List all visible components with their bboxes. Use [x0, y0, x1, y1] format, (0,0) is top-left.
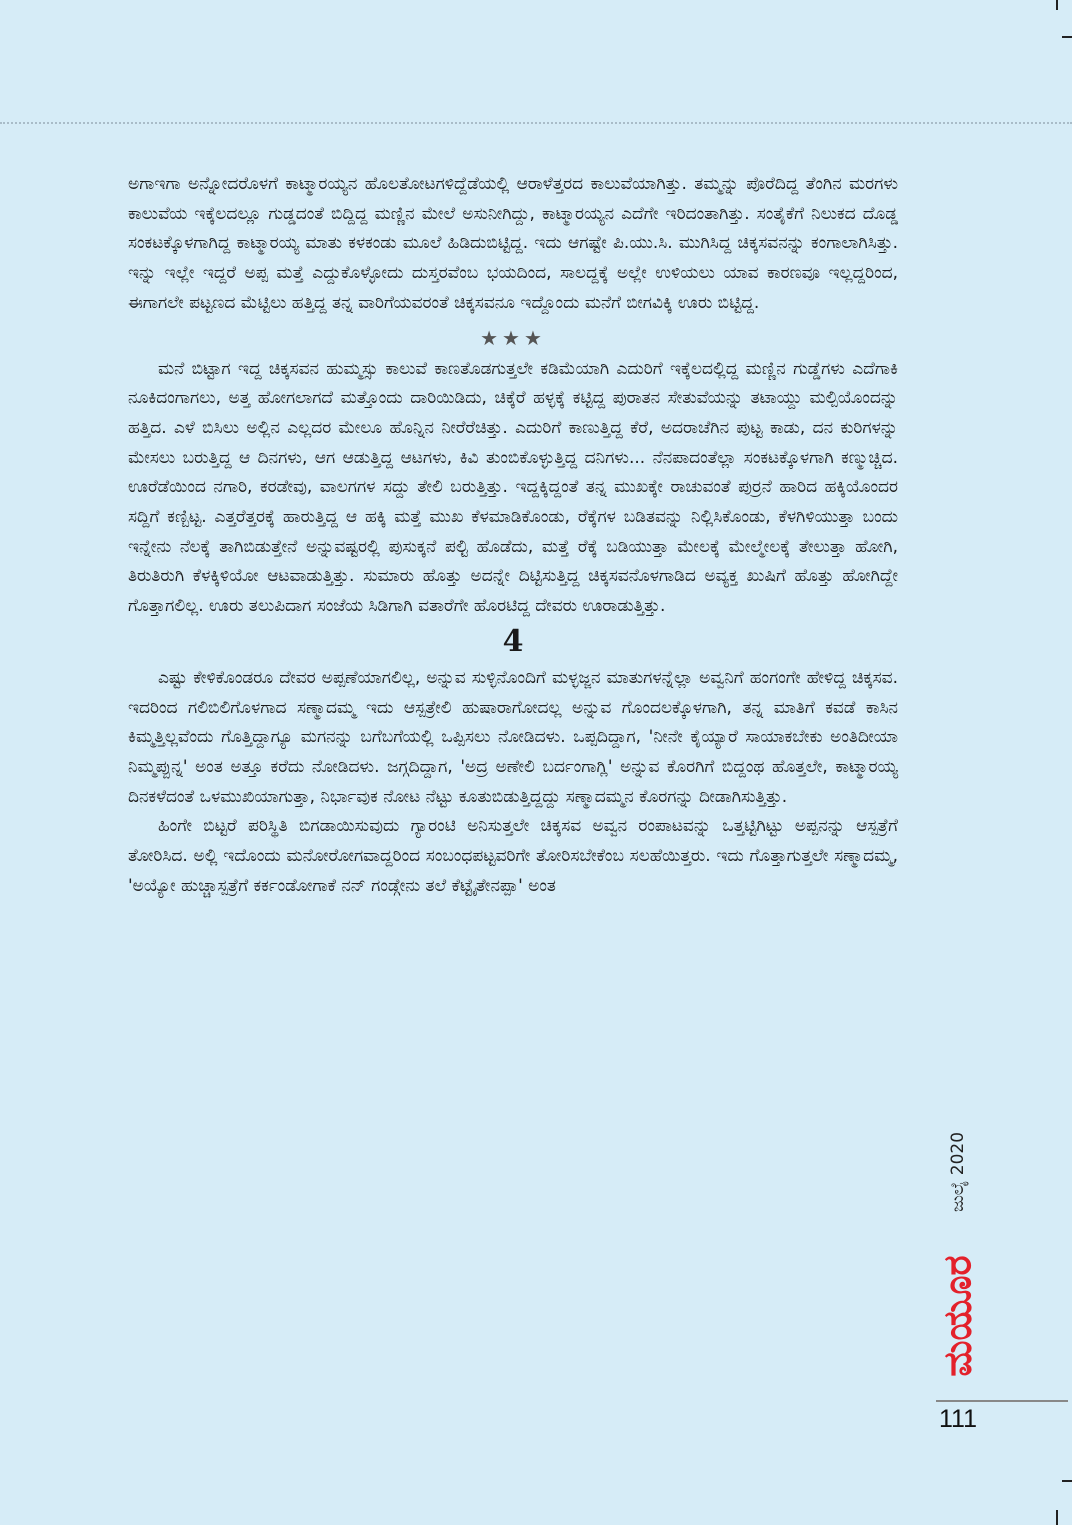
paragraph-1: ಅಗಾಇಗಾ ಅನ್ನೋದರೊಳಗೆ ಕಾಟ್ಮಾರಯ್ಯನ ಹೊಲತೋಟಗಳಿದ್ದೆಡೆಯಲ್ಲಿ ಆರಾಳೆತ್ತರದ ಕಾಲುವೆಯಾಗಿತ್ತು. ತಮ್ಮನ್ನು ಪೊರೆದಿದ್ದ ತೆಂಗಿನ ಮರಗಳು ಕಾಲುವೆಯ ಇಕ್ಕೆಲದಲ್ಲೂ ಗುಡ್ಡದಂತೆ ಬಿದ್ದಿದ್ದ ಮಣ್ಣಿನ ಮೇಲೆ ಅಸುನೀಗಿದ್ದು, ಕಾಟ್ಮಾರಯ್ಯನ ಎದೆಗೇ ಇರಿದಂತಾಗಿತ್ತು. ಸಂತೈಕೆಗೆ ನಿಲುಕದ ದೊಡ್ಡ ಸಂಕಟಕ್ಕೊಳಗಾಗಿದ್ದ ಕಾಟ್ಮಾರಯ್ಯ ಮಾತು ಕಳಕಂಡು ಮೂಲೆ ಹಿಡಿದುಬಿಟ್ಟಿದ್ದ. ಇದು ಆಗಷ್ಟೇ ಪಿ.ಯು.ಸಿ. ಮುಗಿಸಿದ್ದ ಚಿಕ್ಕಸವನನ್ನು ಕಂಗಾಲಾಗಿಸಿತ್ತು. ಇನ್ನು ಇಲ್ಲೇ ಇದ್ದರೆ ಅಪ್ಪ ಮತ್ತೆ ಎದ್ದುಕೊಳ್ಳೋದು ದುಸ್ತರವೆಂಬ ಭಯದಿಂದ, ಸಾಲದ್ದಕ್ಕೆ ಅಲ್ಲೇ ಉಳಿಯಲು ಯಾವ ಕಾರಣವೂ ಇಲ್ಲದ್ದರಿಂದ, ಈಗಾಗಲೇ ಪಟ್ಟಣದ ಮೆಟ್ಟಿಲು ಹತ್ತಿದ್ದ ತನ್ನ ವಾರಿಗೆಯವರಂತೆ ಚಿಕ್ಕಸವನೂ ಇದ್ದೊಂದು ಮನೆಗೆ ಬೀಗವಿಕ್ಕಿ ಊರು ಬಿಟ್ಟಿದ್ದ. — [128, 174, 898, 313]
paragraph-2: ಮನೆ ಬಿಟ್ಟಾಗ ಇದ್ದ ಚಿಕ್ಕಸವನ ಹುಮ್ಮಸ್ಸು ಕಾಲುವೆ ಕಾಣತೊಡಗುತ್ತಲೇ ಕಡಿಮೆಯಾಗಿ ಎದುರಿಗೆ ಇಕ್ಕೆಲದಲ್ಲಿದ್ದ ಮಣ್ಣಿನ ಗುಡ್ಡೆಗಳು ಎದೆಗಾಕಿ ನೂಕಿದಂಗಾಗಲು, ಅತ್ತ ಹೋಗಲಾಗದೆ ಮತ್ತೊಂದು ದಾರಿಯಿಡಿದು, ಚಿಕ್ಕೆರೆ ಹಳ್ಳಕ್ಕೆ ಕಟ್ಟಿದ್ದ ಪುರಾತನ ಸೇತುವೆಯನ್ನು ತಟಾಯ್ದು ಮಲ್ಪಿಯೊಂದನ್ನು ಹತ್ತಿದ. ಎಳೆ ಬಿಸಿಲು ಅಲ್ಲಿನ ಎಲ್ಲದರ ಮೇಲೂ ಹೊನ್ನಿನ ನೀರೆರೆಚಿತ್ತು. ಎದುರಿಗೆ ಕಾಣುತ್ತಿದ್ದ ಕೆರೆ, ಅದರಾಚೆಗಿನ ಪುಟ್ಟ ಕಾಡು, ದನ ಕುರಿಗಳನ್ನು ಮೇಸಲು ಬರುತ್ತಿದ್ದ ಆ ದಿನಗಳು, ಆಗ ಆಡುತ್ತಿದ್ದ ಆಟಗಳು, ಕಿವಿ ತುಂಬಿಕೊಳ್ಳುತ್ತಿದ್ದ ದನಿಗಳು... ನೆನಪಾದಂತೆಲ್ಲಾ ಸಂಕಟಕ್ಕೊಳಗಾಗಿ ಕಣ್ಮುಚ್ಚಿದ. ಊರೆಡೆಯಿಂದ ನಗಾರಿ, ಕರಡೇವು, ವಾಲಗಗಳ ಸದ್ದು ತೇಲಿ ಬರುತ್ತಿತ್ತು. ಇದ್ದಕ್ಕಿದ್ದಂತೆ ತನ್ನ ಮುಖಕ್ಕೇ ರಾಚುವಂತೆ ಪುರ್ರನೆ ಹಾರಿದ ಹಕ್ಕಿಯೊಂದರ ಸದ್ದಿಗೆ ಕಣ್ಬಿಟ್ಟ. ಎತ್ತರೆತ್ತರಕ್ಕೆ ಹಾರುತ್ತಿದ್ದ ಆ ಹಕ್ಕಿ ಮತ್ತೆ ಮುಖ ಕೆಳಮಾಡಿಕೊಂಡು, ರೆಕ್ಕೆಗಳ ಬಡಿತವನ್ನು ನಿಲ್ಲಿಸಿಕೊಂಡು, ಕೆಳಗಿಳಿಯುತ್ತಾ ಬಂದು ಇನ್ನೇನು ನೆಲಕ್ಕೆ ತಾಗಿಬಿಡುತ್ತೇನೆ ಅನ್ನುವಷ್ಟರಲ್ಲಿ ಪುಸುಕ್ಕನೆ ಪಲ್ಟಿ ಹೊಡೆದು, ಮತ್ತೆ ರೆಕ್ಕೆ ಬಡಿಯುತ್ತಾ ಮೇಲಕ್ಕೆ ಮೇಲ್ಮೇಲಕ್ಕೆ ತೇಲುತ್ತಾ ಹೋಗಿ, ತಿರುತಿರುಗಿ ಕೆಳಕ್ಕಿಳಿಯೋ ಆಟವಾಡುತ್ತಿತ್ತು. ಸುಮಾರು ಹೊತ್ತು ಅದನ್ನೇ ದಿಟ್ಟಿಸುತ್ತಿದ್ದ ಚಿಕ್ಕಸವನೊಳಗಾಡಿದ ಅವ್ಯಕ್ತ ಖುಷಿಗೆ ಹೊತ್ತು ಹೋಗಿದ್ದೇ ಗೊತ್ತಾಗಲಿಲ್ಲ. ಊರು ತಲುಪಿದಾಗ ಸಂಜೆಯ ಸಿಡಿಗಾಗಿ ವತಾರೆಗೇ ಹೊರಟಿದ್ದ ದೇವರು ಊರಾಡುತ್ತಿತ್ತು. — [128, 358, 898, 617]
crop-mark-right-upper — [1062, 36, 1072, 38]
article-body — [128, 170, 898, 901]
section-break-stars: ★★★ — [480, 325, 546, 350]
chapter-number: 4 — [502, 623, 524, 659]
crop-mark-top-right — [1056, 0, 1058, 10]
page-number: 111 — [939, 1405, 978, 1433]
crop-mark-right-lower — [1062, 1480, 1072, 1482]
header-dotted-rule — [0, 122, 1072, 124]
folio-rule — [936, 1400, 1068, 1402]
paragraph-4: ಹಿಂಗೇ ಬಿಟ್ಟರೆ ಪರಿಸ್ಥಿತಿ ಬಿಗಡಾಯಿಸುವುದು ಗ್ಯಾರಂಟಿ ಅನಿಸುತ್ತಲೇ ಚಿಕ್ಕಸವ ಅವ್ವನ ರಂಪಾಟವನ್ನು ಒತ್ತಟ್ಟಿಗಿಟ್ಟು ಅಪ್ಪನನ್ನು ಆಸ್ಪತ್ರೆಗೆ ತೋರಿಸಿದ. ಅಲ್ಲಿ ಇದೊಂದು ಮನೋರೋಗವಾದ್ದರಿಂದ ಸಂಬಂಧಪಟ್ಟವರಿಗೇ ತೋರಿಸಬೇಕೆಂಬ ಸಲಹೆಯಿತ್ತರು. ಇದು ಗೊತ್ತಾಗುತ್ತಲೇ ಸಣ್ಮಾದಮ್ಮ, 'ಅಯ್ಯೋ ಹುಚ್ಚಾಸ್ಪತ್ರೆಗೆ ಕರ್ಕಂಡೋಗಾಕೆ ನನ್ ಗಂಡ್ಗೇನು ತಲೆ ಕೆಟ್ಟೈತೇನಪ್ಪಾ' ಅಂತ — [128, 816, 898, 896]
issue-date: ಜುಲೈ 2020 — [948, 1131, 968, 1213]
crop-mark-bottom-right — [1056, 1510, 1058, 1525]
paragraph-3: ಎಷ್ಟು ಕೇಳಿಕೊಂಡರೂ ದೇವರ ಅಪ್ಪಣೆಯಾಗಲಿಲ್ಲ, ಅನ್ನುವ ಸುಳ್ಳಿನೊಂದಿಗೆ ಮಳ್ಳಜ್ಜನ ಮಾತುಗಳನ್ನೆಲ್ಲಾ ಅವ್ವನಿಗೆ ಹಂಗಂಗೇ ಹೇಳಿದ್ದ ಚಿಕ್ಕಸವ. ಇದರಿಂದ ಗಲಿಬಿಲಿಗೊಳಗಾದ ಸಣ್ಮಾದಮ್ಮ ಇದು ಆಸ್ಪತ್ರೇಲಿ ಹುಷಾರಾಗೋದಲ್ಲ ಅನ್ನುವ ಗೊಂದಲಕ್ಕೊಳಗಾಗಿ, ತನ್ನ ಮಾತಿಗೆ ಕವಡೆ ಕಾಸಿನ ಕಿಮ್ಮತ್ತಿಲ್ಲವೆಂದು ಗೊತ್ತಿದ್ದಾಗ್ಯೂ ಮಗನನ್ನು ಬಗೆಬಗೆಯಲ್ಲಿ ಒಪ್ಪಿಸಲು ನೋಡಿದಳು. ಒಪ್ಪದಿದ್ದಾಗ, 'ನೀನೇ ಕೈಯ್ಯಾರೆ ಸಾಯಾಕಬೇಕು ಅಂತಿದೀಯಾ ನಿಮ್ಮಪ್ಪುನ್ನ' ಅಂತ ಅತ್ತೂ ಕರೆದು ನೋಡಿದಳು. ಜಗ್ಗದಿದ್ದಾಗ, 'ಅದ್ರ ಅಣೇಲಿ ಬರ್ದಂಗಾಗ್ಲಿ' ಅನ್ನುವ ಕೊರಗಿಗೆ ಬಿದ್ದಂಥ ಹೊತ್ತಲೇ, ಕಾಟ್ಮಾರಯ್ಯ ದಿನಕಳೆದಂತೆ ಒಳಮುಖಿಯಾಗುತ್ತಾ, ನಿರ್ಭಾವುಕ ನೋಟ ನೆಟ್ಟು ಕೂತುಬಿಡುತ್ತಿದ್ದದ್ದು ಸಣ್ಮಾದಮ್ಮನ ಕೊರಗನ್ನು ದೀಡಾಗಿಸುತ್ತಿತ್ತು. — [128, 667, 898, 807]
magazine-logo: ಮಯೂರ — [935, 1255, 980, 1377]
